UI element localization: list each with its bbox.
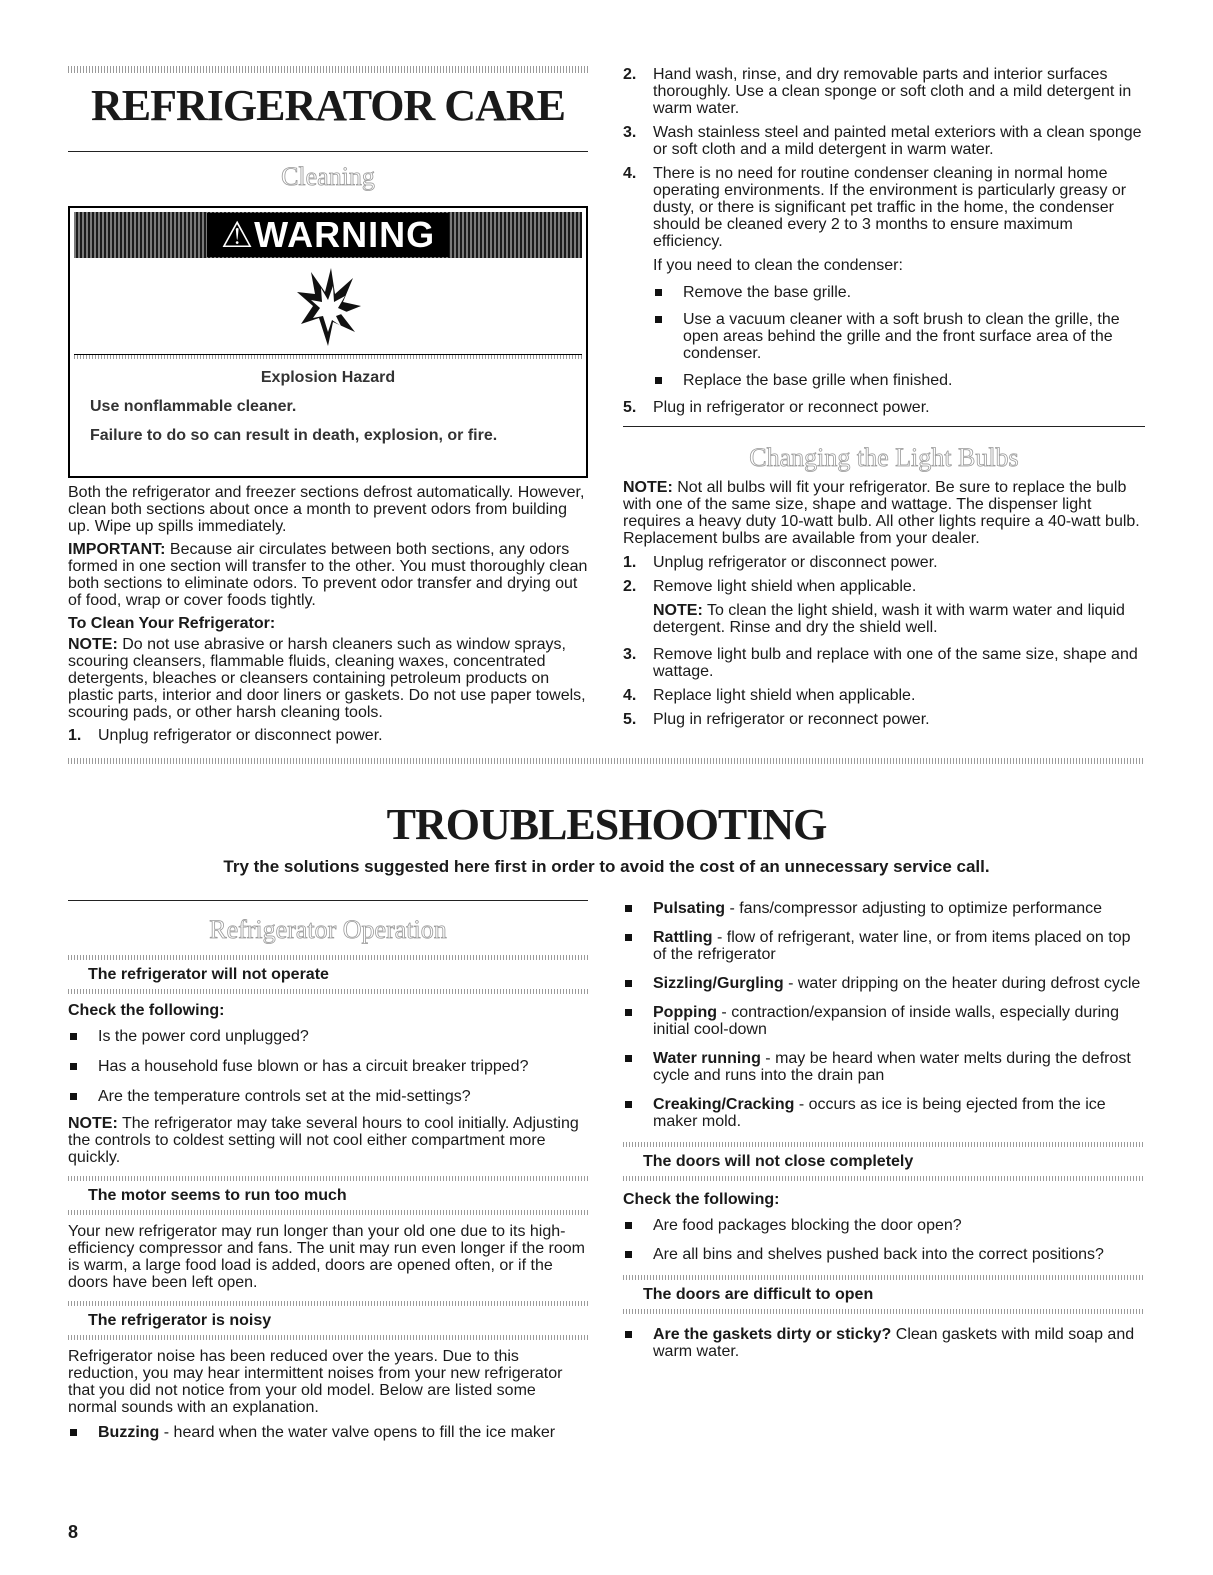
bulb-step-3	[623, 646, 1145, 680]
box-hatch-bottom	[68, 1335, 588, 1340]
noisy-box	[68, 1301, 588, 1340]
important-label: IMPORTANT:	[68, 541, 166, 558]
step-number: 2.	[623, 66, 637, 83]
sound-item-rattling	[623, 929, 1145, 963]
troubleshooting-title: TROUBLESHOOTING	[386, 800, 827, 849]
bulbs-note-label: NOTE:	[623, 479, 673, 496]
step-text: Unplug refrigerator or disconnect power.	[98, 727, 383, 744]
care-step-5	[623, 399, 1145, 416]
motor-box	[68, 1176, 588, 1215]
clean-heading: To Clean Your Refrigerator:	[68, 615, 276, 632]
defrost-paragraph: Both the refrigerator and freezer sections defrost automatically. However, clean both sections about once a month to prevent odors from building up. Wipe up spills immediately.	[68, 484, 585, 535]
noisy-title: The refrigerator is noisy	[88, 1312, 272, 1329]
step-text: Wash stainless steel and painted metal exteriors with a clean sponge or soft cloth and a mild detergent in warm water.	[653, 124, 1142, 158]
not-operate-bullet-3: Are the temperature controls set at the mid-settings?	[68, 1088, 588, 1105]
doors-close-title: The doors will not close completely	[643, 1153, 914, 1170]
sound-desc: - may be heard when water melts during the defrost cycle and runs into the drain pan	[653, 1050, 1131, 1084]
sound-desc: - fans/compressor adjusting to optimize performance	[725, 900, 1103, 917]
page-number: 8	[68, 1522, 79, 1542]
noisy-text: Refrigerator noise has been reduced over the years. Due to this reduction, you may hear intermittent noises from your new refrigerator that you did not notice from your old model. Below are listed some normal sounds with an explanation.	[68, 1348, 563, 1416]
explosion-icon	[70, 258, 586, 354]
clean-note-label: NOTE:	[68, 636, 118, 653]
step-number: 1.	[68, 727, 82, 744]
motor-text: Your new refrigerator may run longer than your old one due to its high-efficiency compressor and fans. The unit may run even longer if the room is warm, a large food load is added, doors are opened often, or if the doors have been left open.	[68, 1223, 586, 1291]
step-number: 1.	[623, 554, 637, 571]
troubleshooting-hatch-rule	[68, 758, 1145, 764]
step-number: 3.	[623, 124, 637, 141]
important-text: Because air circulates between both sections, any odors formed in one section will transfer to the other. You must thoroughly clean both sections to eliminate odors. To prevent odor transfer and drying out of food, wrap or cover foods tightly.	[68, 541, 588, 609]
care-left-column	[68, 66, 588, 744]
top-hatch-rule	[68, 66, 588, 73]
not-operate-bullet-1: Is the power cord unplugged?	[68, 1028, 588, 1045]
warning-body	[70, 258, 586, 444]
doors-open-bullet	[623, 1326, 1145, 1360]
warning-box	[68, 206, 588, 478]
doors-close-bullet-2: Are all bins and shelves pushed back into the correct positions?	[623, 1246, 1145, 1263]
troubleshooting-subtitle: Try the solutions suggested here first in order to avoid the cost of an unnecessary service call.	[223, 857, 990, 876]
clean-note-text: Do not use abrasive or harsh cleaners such as window sprays, scouring cleansers, flammable fluids, cleaning waxes, concentrated detergents, bleaches or cleansers containing petroleum products on plastic parts, interior and door liners or gaskets. Do not use paper towels, scouring pads, or other harsh cleaning tools.	[68, 636, 586, 721]
motor-title: The motor seems to run too much	[88, 1187, 347, 1204]
step-number: 3.	[623, 646, 637, 663]
care-step-1	[68, 727, 588, 744]
not-operate-title: The refrigerator will not operate	[88, 966, 329, 983]
bulbs-note	[623, 479, 1145, 547]
clean-note	[68, 636, 588, 721]
sound-desc: - occurs as ice is being ejected from the ice maker mold.	[653, 1096, 1106, 1130]
care-step-4	[623, 165, 1145, 250]
care-title: REFRIGERATOR CARE	[91, 81, 565, 130]
warning-hazard: Explosion Hazard	[260, 369, 396, 386]
bulb-shield-note-text: To clean the light shield, wash it with warm water and liquid detergent. Rinse and dry the shield well.	[653, 602, 1125, 636]
box-hatch-bottom	[623, 1309, 1145, 1314]
step-number: 5.	[623, 399, 637, 416]
doors-close-bullet-1: Are food packages blocking the door open?	[623, 1217, 1145, 1234]
sound-desc: - flow of refrigerant, water line, or from items placed on top of the refrigerator	[653, 929, 1131, 963]
sound-item-water-running	[623, 1050, 1145, 1084]
step-number: 4.	[623, 687, 637, 704]
step-text: Plug in refrigerator or reconnect power.	[653, 399, 930, 416]
step-text: There is no need for routine condenser cleaning in normal home operating environments. If the environment is particularly greasy or dusty, or there is significant pet traffic in the home, the condenser should be cleaned every 2 to 3 months to ensure maximum efficiency.	[653, 165, 1127, 250]
bulb-shield-note	[653, 602, 1145, 636]
step-text: Remove light shield when applicable.	[653, 578, 917, 595]
care-right-column	[623, 66, 1145, 728]
doors-open-title: The doors are difficult to open	[643, 1286, 874, 1303]
bulb-step-2	[623, 578, 1145, 595]
warning-header	[74, 212, 582, 258]
sound-name: Water running	[653, 1050, 761, 1067]
step-text: Replace light shield when applicable.	[653, 687, 916, 704]
step-text: Remove light bulb and replace with one of the same size, shape and wattage.	[653, 646, 1138, 680]
cleaning-title: Cleaning	[281, 162, 375, 191]
sound-name: Buzzing	[98, 1424, 160, 1441]
bulb-step-5	[623, 711, 1145, 728]
bulbs-rule	[623, 426, 1145, 427]
step-text: Hand wash, rinse, and dry removable parts and interior surfaces thoroughly. Use a clean sponge or soft cloth and a mild detergent in warm water.	[653, 66, 1132, 117]
care-step-3	[623, 124, 1145, 158]
not-operate-note-text: The refrigerator may take several hours to cool initially. Adjusting the controls to coldest setting will not cool either compartment more quickly.	[68, 1115, 579, 1166]
sound-item-sizzling	[623, 975, 1145, 992]
doors-close-box	[623, 1142, 1145, 1181]
operation-title: Refrigerator Operation	[209, 915, 447, 944]
sound-name: Popping	[653, 1004, 717, 1021]
box-hatch-bottom	[68, 989, 588, 994]
step-text: Plug in refrigerator or reconnect power.	[653, 711, 930, 728]
care-step-2	[623, 66, 1145, 117]
trouble-left-column	[68, 900, 588, 1441]
not-operate-note-label: NOTE:	[68, 1115, 118, 1132]
condenser-intro: If you need to clean the condenser:	[653, 257, 903, 274]
sound-name: Sizzling/Gurgling	[653, 975, 784, 992]
step-number: 2.	[623, 578, 637, 595]
warning-line-1: Use nonflammable cleaner.	[90, 398, 297, 415]
care-title-rule	[68, 151, 588, 152]
warning-line-2: Failure to do so can result in death, explosion, or fire.	[90, 427, 498, 444]
step-number: 4.	[623, 165, 637, 182]
not-operate-bullet-2: Has a household fuse blown or has a circuit breaker tripped?	[68, 1058, 588, 1075]
bulb-shield-note-label: NOTE:	[653, 602, 703, 619]
trouble-right-column	[623, 900, 1145, 1360]
condenser-bullet-1: Remove the base grille.	[653, 284, 1145, 301]
box-hatch-bottom	[68, 1210, 588, 1215]
sound-item-creaking	[623, 1096, 1145, 1130]
step-number: 5.	[623, 711, 637, 728]
not-operate-box	[68, 955, 588, 994]
warning-hatch	[74, 355, 582, 359]
important-paragraph	[68, 541, 588, 609]
not-operate-check: Check the following:	[68, 1002, 225, 1019]
doors-open-bullet-text: Clean gaskets with mild soap and warm water.	[653, 1326, 1135, 1360]
sound-name: Creaking/Cracking	[653, 1096, 795, 1113]
bulb-step-4	[623, 687, 1145, 704]
sound-desc: - heard when the water valve opens to fill the ice maker	[159, 1424, 556, 1441]
sound-name: Pulsating	[653, 900, 726, 917]
condenser-bullet-2: Use a vacuum cleaner with a soft brush to clean the grille, the open areas behind the grille and the front surface area of the condenser.	[653, 311, 1145, 362]
sound-item-buzzing	[68, 1424, 588, 1441]
bulbs-note-text: Not all bulbs will fit your refrigerator. Be sure to replace the bulb with one of the same size, shape and wattage. The dispenser light requires a heavy duty 10-watt bulb. All other lights require a 40-watt bulb. Replacement bulbs are available from your dealer.	[623, 479, 1140, 547]
bulbs-title: Changing the Light Bulbs	[749, 443, 1019, 472]
condenser-bullet-3: Replace the base grille when finished.	[653, 372, 1145, 389]
doors-open-box	[623, 1275, 1145, 1314]
sound-desc: - water dripping on the heater during defrost cycle	[783, 975, 1141, 992]
not-operate-note	[68, 1115, 588, 1166]
box-hatch-bottom	[623, 1176, 1145, 1181]
sound-name: Rattling	[653, 929, 713, 946]
doors-close-check: Check the following:	[623, 1191, 780, 1208]
bulb-step-1	[623, 554, 1145, 571]
operation-rule	[68, 900, 588, 901]
sound-item-pulsating	[623, 900, 1145, 917]
step-text: Unplug refrigerator or disconnect power.	[653, 554, 938, 571]
sound-desc: - contraction/expansion of inside walls, especially during initial cool-down	[653, 1004, 1119, 1038]
warning-label: ⚠WARNING	[207, 213, 449, 257]
doors-open-bullet-bold: Are the gaskets dirty or sticky?	[653, 1326, 892, 1343]
sound-item-popping	[623, 1004, 1145, 1038]
